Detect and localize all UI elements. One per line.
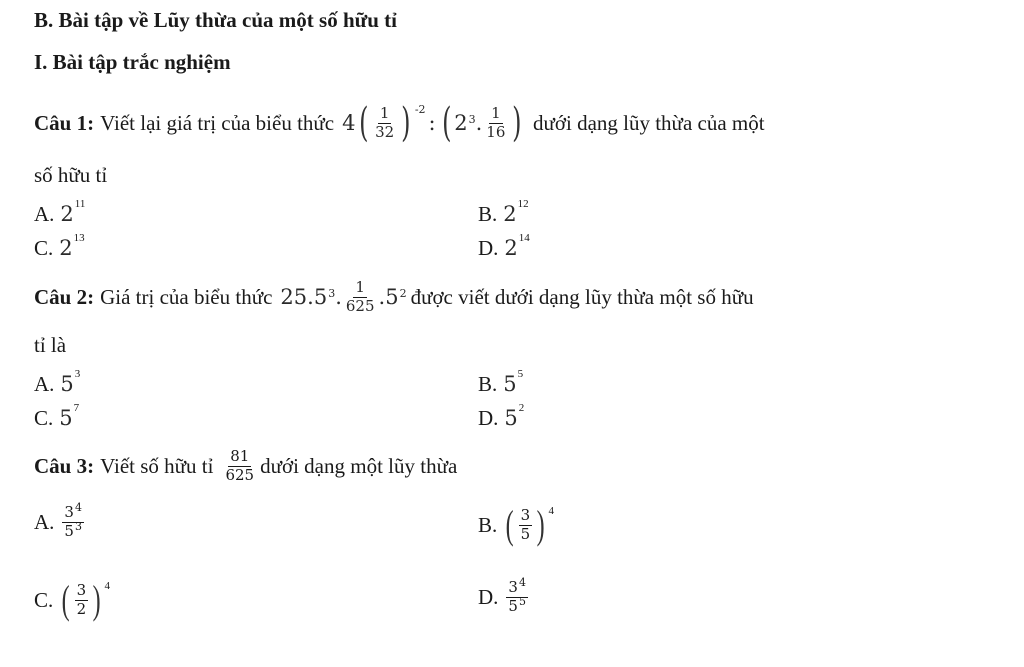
expr-coef: 4 <box>342 111 356 135</box>
question-2-text-after: được viết dưới dạng lũy thừa một số hữu <box>410 284 754 309</box>
section-heading-b: B. Bài tập về Lũy thừa của một số hữu tỉ <box>34 8 397 32</box>
q3-option-a[interactable] <box>34 501 86 540</box>
option-exponent: 2 <box>518 402 525 414</box>
fraction-numerator: 1 <box>491 103 501 122</box>
dot-operator: . <box>475 111 483 135</box>
question-2-expression <box>280 277 407 315</box>
section-heading-i: I. Bài tập trắc nghiệm <box>34 50 231 74</box>
question-1 <box>34 98 765 148</box>
option-label: C. <box>34 236 54 260</box>
colon-operator: : <box>428 111 436 135</box>
right-paren: ) <box>92 577 101 622</box>
left-paren: ( <box>358 100 369 146</box>
question-2-continuation: tỉ là <box>34 333 67 357</box>
option-base: 2 <box>503 202 517 226</box>
option-exponent: 11 <box>74 198 86 210</box>
q3-option-d[interactable] <box>478 576 530 615</box>
q2-option-d[interactable] <box>478 402 525 431</box>
option-label: D. <box>478 236 499 260</box>
q2-option-b[interactable] <box>478 368 524 397</box>
q1-option-d[interactable] <box>478 232 530 261</box>
option-base: 5 <box>503 372 517 396</box>
fraction-denominator: 32 <box>375 122 395 141</box>
q3-option-b[interactable] <box>478 502 554 547</box>
q1-option-c[interactable] <box>34 232 85 261</box>
fraction-1-32 <box>373 103 396 141</box>
option-label: B. <box>478 372 498 396</box>
option-exponent: 4 <box>104 580 110 592</box>
option-exponent: 4 <box>548 505 554 517</box>
question-1-continuation: số hữu tỉ <box>34 163 108 187</box>
expr-tail: .5 <box>378 285 399 309</box>
option-exponent: 12 <box>517 198 529 210</box>
fraction-numerator: 3 <box>76 580 87 599</box>
right-paren: ) <box>401 100 411 146</box>
option-label: B. <box>478 512 498 537</box>
left-paren: ( <box>505 502 514 547</box>
option-fraction <box>62 501 84 540</box>
option-label: A. <box>34 372 55 396</box>
question-2 <box>34 272 754 322</box>
question-3-text: Viết số hữu tỉ <box>100 453 214 478</box>
option-exponent: 14 <box>518 232 530 244</box>
option-label: C. <box>34 406 54 430</box>
option-base: 2 <box>59 236 73 260</box>
fraction-denominator: $5^3$ <box>64 519 82 540</box>
expr-lead: 25.5 <box>280 285 328 309</box>
option-base: 2 <box>504 236 518 260</box>
question-3-text-after: dưới dạng một lũy thừa <box>260 453 458 478</box>
fraction-denominator: $5^5$ <box>508 594 526 615</box>
option-label: B. <box>478 202 498 226</box>
fraction-numerator: $3^4$ <box>508 576 526 596</box>
fraction-denominator: 16 <box>486 122 506 141</box>
right-paren: ) <box>536 502 545 547</box>
option-base: 5 <box>59 406 73 430</box>
exponent: 2 <box>399 286 407 300</box>
question-3-label: Câu 3: <box>34 453 95 478</box>
q3-option-c[interactable] <box>34 577 110 622</box>
q2-option-c[interactable] <box>34 402 80 431</box>
option-exponent: 5 <box>517 368 524 380</box>
fraction-denominator: 2 <box>76 599 87 618</box>
option-fraction <box>519 505 533 543</box>
option-exponent: 3 <box>74 368 81 380</box>
dot-operator: . <box>335 285 342 309</box>
fraction-denominator: 625 <box>345 296 375 315</box>
option-fraction <box>506 576 528 615</box>
question-1-text: Viết lại giá trị của biểu thức <box>100 110 335 135</box>
question-2-text: Giá trị của biểu thức <box>100 284 273 309</box>
option-label: A. <box>34 509 55 534</box>
option-exponent: 13 <box>73 232 85 244</box>
right-paren: ) <box>512 100 522 146</box>
fraction-81-625 <box>223 446 256 484</box>
question-1-label: Câu 1: <box>34 110 95 135</box>
option-base: 5 <box>60 372 74 396</box>
exponent: -2 <box>414 102 426 116</box>
fraction-1-16 <box>484 103 507 141</box>
option-label: A. <box>34 202 55 226</box>
base: 2 <box>454 111 468 135</box>
fraction-numerator: 81 <box>230 446 250 465</box>
fraction-numerator: $3^4$ <box>64 501 82 521</box>
question-3 <box>34 440 457 492</box>
q2-option-a[interactable] <box>34 368 81 397</box>
option-label: D. <box>478 584 499 609</box>
question-2-label: Câu 2: <box>34 284 95 309</box>
option-label: D. <box>478 406 499 430</box>
fraction-denominator: 625 <box>225 465 255 484</box>
left-paren: ( <box>441 100 452 146</box>
left-paren: ( <box>61 577 70 622</box>
fraction-numerator: 1 <box>379 103 390 122</box>
question-1-expression <box>342 100 525 146</box>
exponent: 3 <box>468 112 476 126</box>
option-base: 5 <box>504 406 518 430</box>
question-1-text-after: dưới dạng lũy thừa của một <box>533 110 765 135</box>
option-base: 2 <box>60 202 74 226</box>
q1-option-b[interactable] <box>478 198 529 227</box>
fraction-numerator: 3 <box>520 505 531 524</box>
option-exponent: 7 <box>73 402 80 414</box>
option-label: C. <box>34 587 54 612</box>
fraction-1-625 <box>344 277 377 315</box>
option-fraction <box>75 580 89 618</box>
fraction-numerator: 1 <box>355 277 365 296</box>
fraction-denominator: 5 <box>520 524 531 543</box>
exponent: 3 <box>328 286 336 300</box>
q1-option-a[interactable] <box>34 198 86 227</box>
